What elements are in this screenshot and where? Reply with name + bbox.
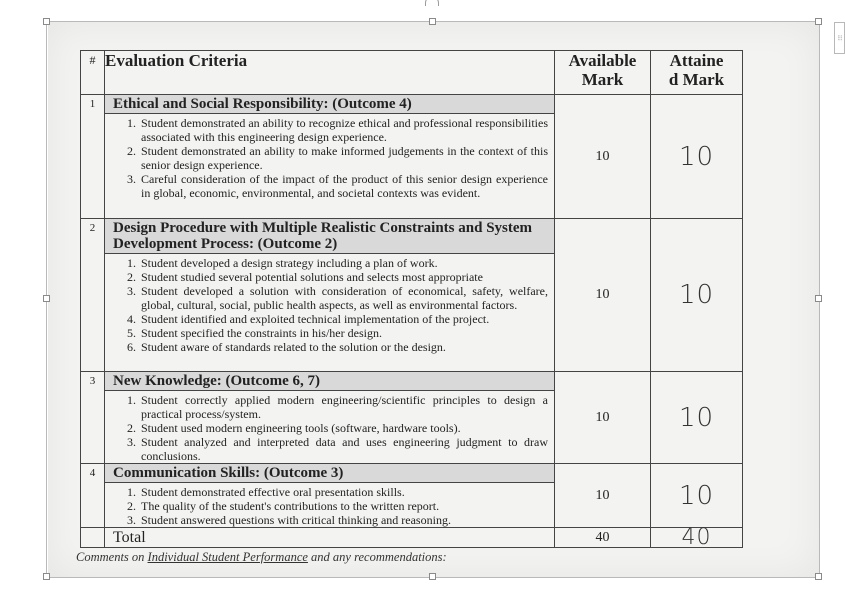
total-row bbox=[81, 528, 743, 548]
section-criteria bbox=[105, 219, 555, 372]
section-criteria bbox=[105, 464, 555, 528]
section-title: New Knowledge: (Outcome 6, 7) bbox=[105, 372, 554, 391]
resize-handle-middle-left[interactable] bbox=[43, 295, 50, 302]
header-attained-mark bbox=[651, 51, 743, 95]
section-title: Design Procedure with Multiple Realistic Constraints and System Development Process: (Outcome 2) bbox=[105, 219, 554, 254]
table-header-row bbox=[81, 51, 743, 95]
header-available-line1: Available bbox=[568, 51, 637, 70]
total-number-cell bbox=[81, 528, 105, 548]
resize-handle-bottom-middle[interactable] bbox=[429, 573, 436, 580]
table-row bbox=[81, 219, 743, 372]
table-row bbox=[81, 372, 743, 464]
list-item: 1. Student demonstrated effective oral presentation skills. bbox=[139, 485, 548, 499]
list-item: 1. Student demonstrated an ability to recognize ethical and professional responsibilities associated with this engineering design experience. bbox=[139, 116, 548, 144]
list-item: 3. Student answered questions with critical thinking and reasoning. bbox=[139, 513, 548, 527]
attained-mark-handwritten: 10 bbox=[651, 464, 743, 528]
list-item: 5. Student specified the constraints in his/her design. bbox=[139, 326, 548, 340]
section-title: Communication Skills: (Outcome 3) bbox=[105, 464, 554, 483]
resize-handle-middle-right[interactable] bbox=[815, 295, 822, 302]
section-number: 2 bbox=[81, 219, 105, 372]
total-label: Total bbox=[105, 528, 555, 548]
rotate-handle-icon[interactable] bbox=[425, 0, 439, 6]
section-criteria bbox=[105, 372, 555, 464]
resize-handle-top-left[interactable] bbox=[43, 18, 50, 25]
available-mark: 10 bbox=[555, 95, 651, 219]
criteria-list bbox=[105, 483, 554, 527]
table-row bbox=[81, 464, 743, 528]
header-available-line2: Mark bbox=[581, 70, 624, 89]
header-available-mark bbox=[555, 51, 651, 95]
attained-mark-handwritten: 10 bbox=[651, 372, 743, 464]
total-available: 40 bbox=[555, 528, 651, 548]
resize-handle-bottom-left[interactable] bbox=[43, 573, 50, 580]
attained-mark-handwritten: 10 bbox=[651, 219, 743, 372]
comments-suffix: and any recommendations: bbox=[307, 550, 447, 564]
resize-handle-top-right[interactable] bbox=[815, 18, 822, 25]
section-title: Ethical and Social Responsibility: (Outcome 4) bbox=[105, 95, 554, 114]
comments-prefix: Comments on bbox=[76, 550, 148, 564]
section-number: 4 bbox=[81, 464, 105, 528]
list-item: 1. Student correctly applied modern engineering/scientific principles to design a practical process/system. bbox=[139, 393, 548, 421]
section-criteria bbox=[105, 95, 555, 219]
list-item: 3. Student developed a solution with consideration of economical, safety, welfare, global, cultural, social, public health aspects, as well as environmental factors. bbox=[139, 284, 548, 312]
header-attained-line1: Attaine bbox=[669, 51, 724, 70]
list-item: 3. Student analyzed and interpreted data and uses engineering judgment to draw conclusions. bbox=[139, 435, 548, 463]
total-attained-handwritten: 40 bbox=[651, 528, 743, 548]
section-number: 1 bbox=[81, 95, 105, 219]
list-item: 4. Student identified and exploited technical implementation of the project. bbox=[139, 312, 548, 326]
criteria-list bbox=[105, 254, 554, 354]
resize-handle-top-middle[interactable] bbox=[429, 18, 436, 25]
table-row bbox=[81, 95, 743, 219]
list-item: 2. The quality of the student's contributions to the written report. bbox=[139, 499, 548, 513]
section-number: 3 bbox=[81, 372, 105, 464]
list-item: 2. Student studied several potential solutions and selects most appropriate bbox=[139, 270, 548, 284]
list-item: 6. Student aware of standards related to the solution or the design. bbox=[139, 340, 548, 354]
criteria-list bbox=[105, 114, 554, 200]
comments-underlined: Individual Student Performance bbox=[147, 550, 308, 564]
attained-mark-handwritten: 10 bbox=[651, 95, 743, 219]
evaluation-table bbox=[80, 50, 743, 548]
layout-options-button[interactable]: ⁝⁝⁝ bbox=[834, 22, 845, 54]
list-item: 2. Student used modern engineering tools (software, hardware tools). bbox=[139, 421, 548, 435]
header-attained-line2: d Mark bbox=[668, 70, 725, 89]
criteria-list bbox=[105, 391, 554, 463]
header-criteria: Evaluation Criteria bbox=[105, 51, 555, 95]
header-number: # bbox=[81, 51, 105, 95]
comments-line bbox=[76, 550, 447, 565]
available-mark: 10 bbox=[555, 219, 651, 372]
list-item: 2. Student demonstrated an ability to make informed judgements in the context of this senior design experience. bbox=[139, 144, 548, 172]
list-item: 3. Careful consideration of the impact of the product of this senior design experience in global, economic, environmental, and societal contexts was evident. bbox=[139, 172, 548, 200]
available-mark: 10 bbox=[555, 464, 651, 528]
list-item: 1. Student developed a design strategy including a plan of work. bbox=[139, 256, 548, 270]
resize-handle-bottom-right[interactable] bbox=[815, 573, 822, 580]
available-mark: 10 bbox=[555, 372, 651, 464]
